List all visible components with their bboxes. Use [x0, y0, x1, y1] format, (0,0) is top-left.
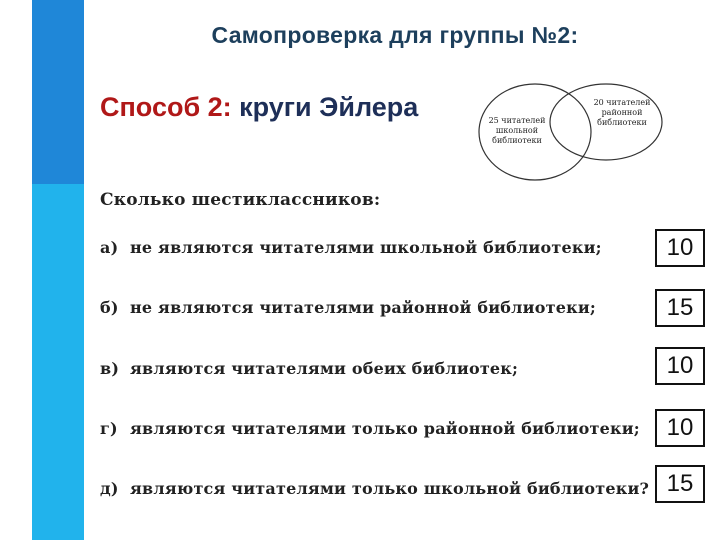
- method-heading: [100, 92, 418, 123]
- answer-box-b: 15: [655, 289, 705, 327]
- answer-box-e: 15: [655, 465, 705, 503]
- item-text: являются читателями только школьной библиотеки?: [130, 479, 650, 498]
- item-c: [100, 359, 518, 378]
- item-e: [100, 479, 649, 498]
- slide-title: Самопроверка для группы №2:: [211, 22, 579, 48]
- right-label-line-1: 20 читателей: [593, 98, 651, 107]
- item-letter: г): [100, 419, 118, 438]
- item-letter: а): [100, 238, 119, 257]
- item-letter: д): [100, 479, 119, 498]
- item-b: [100, 298, 596, 317]
- item-letter: в): [100, 359, 120, 378]
- answer-box-c: 10: [655, 347, 705, 385]
- right-label-line-3: библиотеки: [597, 118, 647, 127]
- method-name: круги Эйлера: [239, 92, 419, 122]
- item-d: [100, 419, 640, 438]
- item-a: [100, 238, 602, 257]
- left-label-line-2: школьной: [495, 126, 539, 135]
- left-label-line-3: библиотеки: [492, 136, 542, 145]
- answer-box-d: 10: [655, 409, 705, 447]
- item-text: не являются читателями школьной библиотеки;: [130, 238, 602, 257]
- euler-diagram: [472, 80, 672, 184]
- left-label-line-1: 25 читателей: [488, 116, 546, 125]
- item-text: являются читателями только районной библиотеки;: [130, 419, 640, 438]
- accent-bar-bottom: [32, 184, 84, 540]
- answer-box-a: 10: [655, 229, 705, 267]
- method-prefix: Способ 2:: [100, 92, 240, 122]
- right-label-line-2: районной: [601, 108, 643, 117]
- item-letter: б): [100, 298, 119, 317]
- item-text: не являются читателями районной библиотеки;: [130, 298, 597, 317]
- item-text: являются читателями обеих библиотек;: [130, 359, 519, 378]
- question-text: Сколько шестиклассников:: [100, 190, 381, 210]
